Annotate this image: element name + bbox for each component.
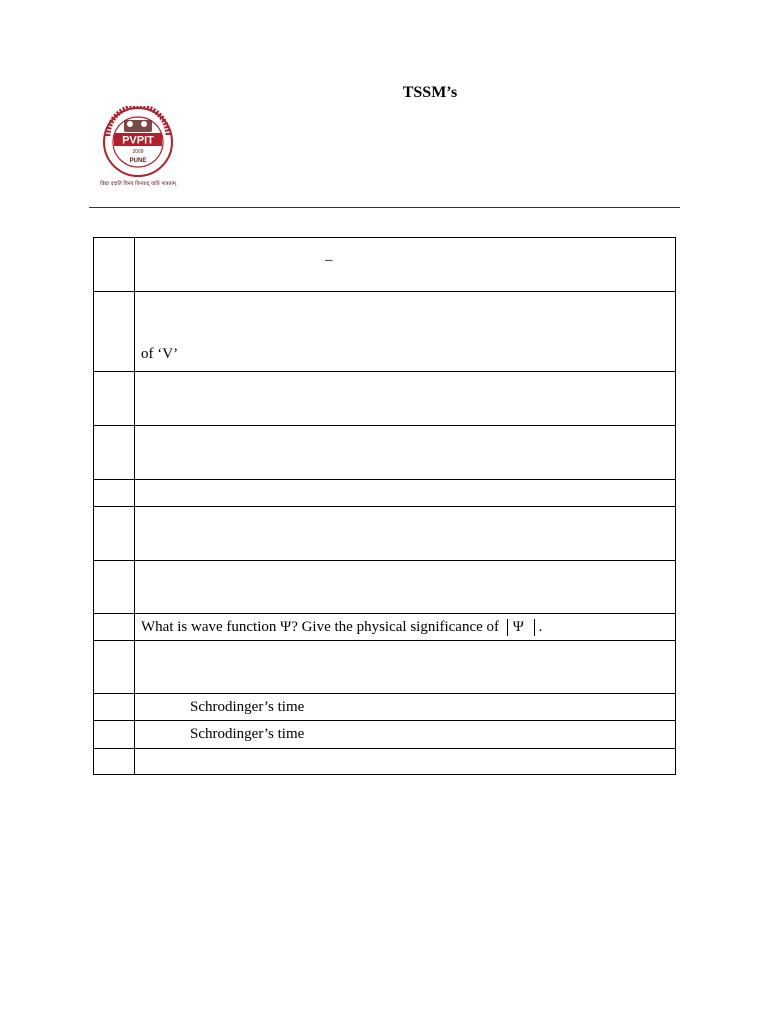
row-number-cell [94, 372, 135, 426]
row-number-cell [94, 641, 135, 694]
institute-title: TSSM’s [402, 84, 458, 101]
row-number-cell [94, 721, 135, 749]
questions-table [93, 237, 676, 775]
logo-city: PUNE [129, 158, 147, 164]
row-number-cell [94, 292, 135, 372]
table-row [94, 641, 676, 694]
table-row [94, 614, 676, 641]
row-number-cell [94, 749, 135, 775]
question-text: What is wave function Ψ? Give the physical significance of [141, 618, 500, 635]
question-suffix: . [538, 618, 543, 635]
table-row [94, 238, 676, 292]
table-row [94, 507, 676, 561]
question-cell [135, 426, 676, 480]
question-cell [135, 372, 676, 426]
logo-acronym: PVPIT [122, 134, 154, 147]
table-row [94, 721, 676, 749]
table-row [94, 749, 676, 775]
row-number-cell [94, 561, 135, 614]
table-row [94, 561, 676, 614]
row-number-cell [94, 614, 135, 641]
institute-logo [94, 106, 190, 188]
row-number-cell [94, 480, 135, 507]
table-row [94, 480, 676, 507]
table-row [94, 372, 676, 426]
abs-psi-symbol: Ψ [507, 619, 535, 636]
table-row [94, 426, 676, 480]
logo-seal [94, 106, 190, 188]
question-cell: Schrodinger’s time [135, 694, 676, 721]
question-cell [135, 480, 676, 507]
row-number-cell [94, 238, 135, 292]
question-cell [135, 749, 676, 775]
question-cell: of ‘V’ [135, 292, 676, 372]
question-cell [135, 614, 676, 641]
header-divider [89, 207, 680, 208]
row-number-cell [94, 507, 135, 561]
question-cell: Schrodinger’s time [135, 721, 676, 749]
table-row [94, 694, 676, 721]
logo-year: 2009 [132, 149, 144, 155]
question-cell [135, 641, 676, 694]
question-cell [135, 507, 676, 561]
question-cell: – [135, 238, 676, 292]
row-number-cell [94, 426, 135, 480]
logo-motto: विद्या ददाति विनयं विनयाद् याति पात्रताम् [100, 181, 176, 187]
question-cell [135, 561, 676, 614]
table-row [94, 292, 676, 372]
row-number-cell [94, 694, 135, 721]
